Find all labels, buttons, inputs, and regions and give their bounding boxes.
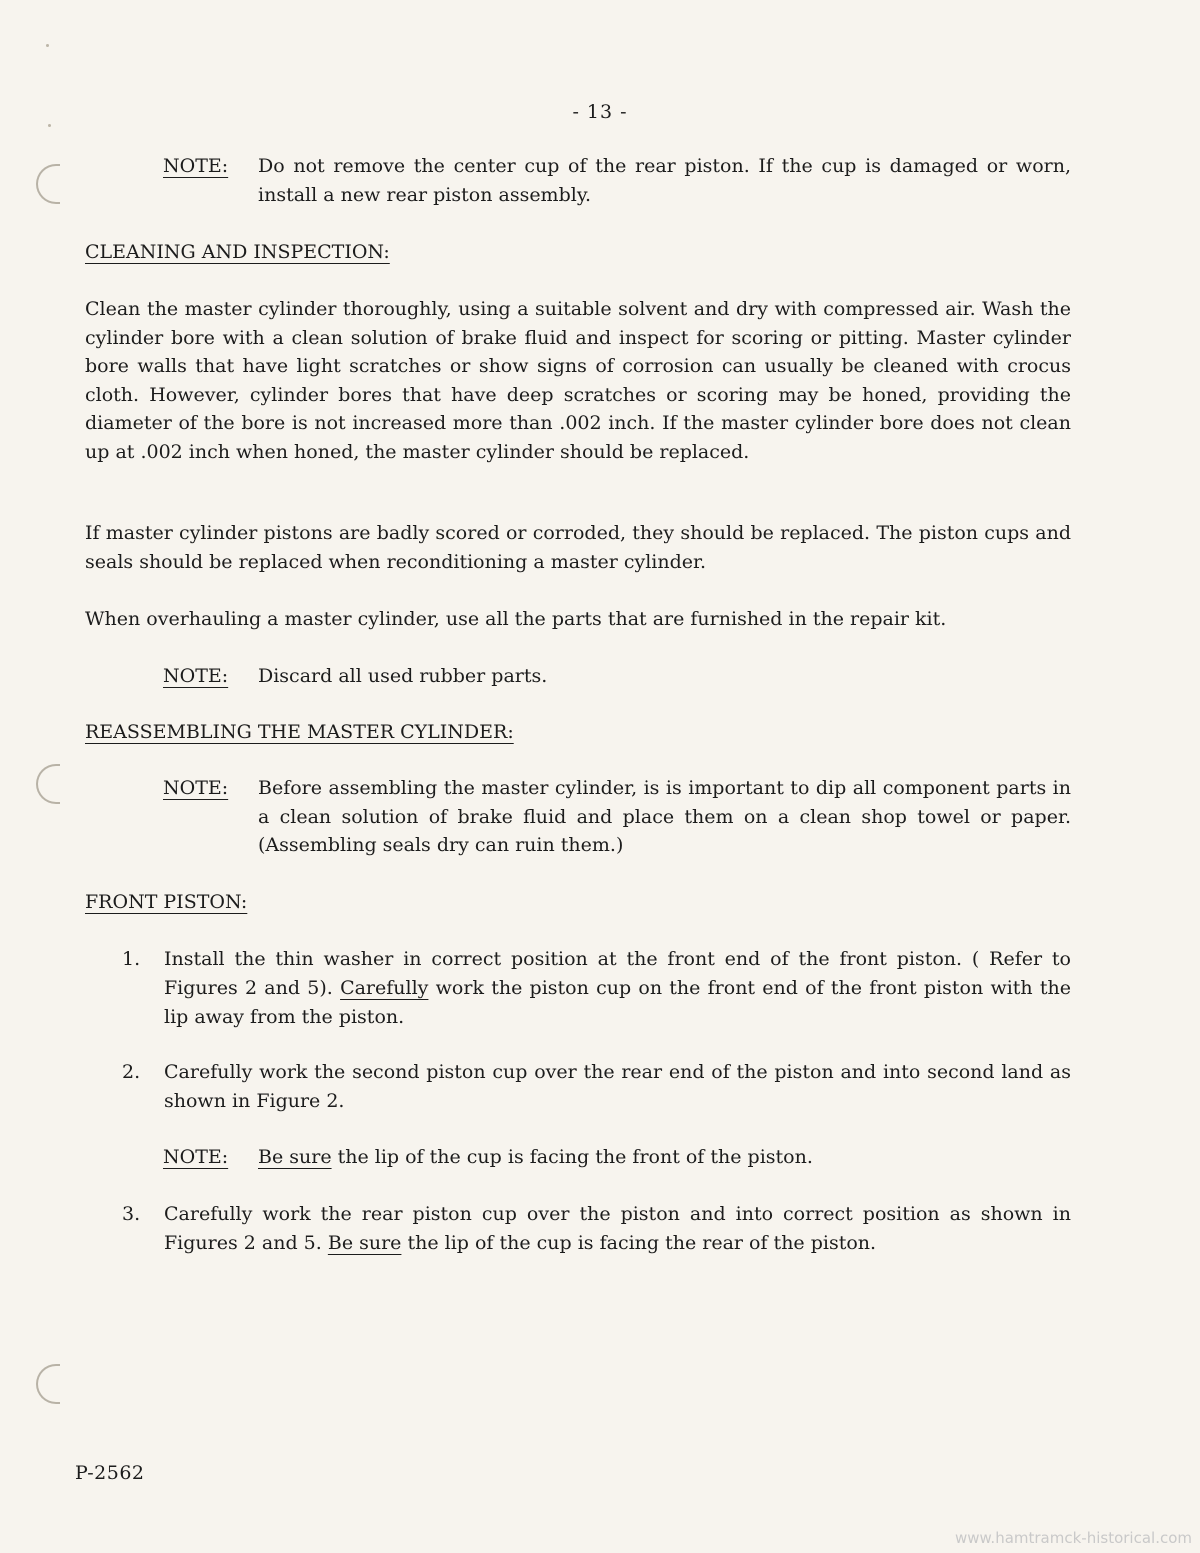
scan-speck bbox=[48, 124, 51, 127]
cleaning-paragraph-1: Clean the master cylinder thoroughly, using a suitable solvent and dry with compressed air. Wash the cylinder bore with a clean solution of brake fluid and inspect for scoring or pitting. Master cylinder bore walls that have light scratches or show signs of corrosion can usually be cleaned with crocus cloth. However, cylinder bores that have deep scratches or scoring may be honed, providing the diameter of the bore is not increased more than .002 inch. If the master cylinder bore does not clean up at .002 inch when honed, the master cylinder should be replaced. bbox=[85, 298, 1071, 463]
note-text: Before assembling the master cylinder, is is important to dip all component parts in a clean solution of brake fluid and place them on a clean shop towel or paper. (Assembling seals dry can ruin them.) bbox=[258, 777, 1071, 856]
emphasis-be-sure: Be sure bbox=[327, 1232, 402, 1254]
note-text: Do not remove the center cup of the rear piston. If the cup is damaged or worn, install a new rear piston assembly. bbox=[258, 155, 1071, 206]
page-number: - 13 - bbox=[572, 101, 628, 123]
step-text bbox=[164, 1200, 1071, 1258]
step-number: 2. bbox=[122, 1061, 141, 1083]
document-code: P-2562 bbox=[75, 1462, 145, 1484]
step-number: 1. bbox=[122, 948, 141, 970]
note-label: NOTE: bbox=[163, 777, 229, 799]
section-heading-reassembling: REASSEMBLING THE MASTER CYLINDER: bbox=[85, 721, 514, 743]
section-heading-front-piston: FRONT PISTON: bbox=[85, 891, 248, 913]
note-label: NOTE: bbox=[163, 155, 229, 177]
section-heading-cleaning: CLEANING AND INSPECTION: bbox=[85, 241, 390, 263]
step-number: 3. bbox=[122, 1203, 141, 1225]
step-text-part: work the piston cup on the front end of the front piston with the lip away from the piston. bbox=[164, 977, 1072, 1028]
scan-speck bbox=[46, 44, 49, 47]
binder-hole-mark bbox=[36, 1364, 60, 1404]
cleaning-paragraph-3: When overhauling a master cylinder, use all the parts that are furnished in the repair kit. bbox=[85, 608, 947, 630]
step-text-part: the lip of the cup is facing the rear of the piston. bbox=[407, 1232, 877, 1254]
emphasis-carefully: Carefully bbox=[340, 977, 429, 999]
note-text-part: the lip of the cup is facing the front of the piston. bbox=[337, 1146, 813, 1168]
step-text: Carefully work the second piston cup over the rear end of the piston and into second land as shown in Figure 2. bbox=[164, 1061, 1071, 1112]
note-label: NOTE: bbox=[163, 665, 229, 687]
source-watermark: www.hamtramck-historical.com bbox=[955, 1529, 1192, 1547]
binder-hole-mark bbox=[36, 764, 60, 804]
step-text-part: Carefully work the rear piston cup over the piston and into correct position as shown in Figures 2 and 5. bbox=[164, 1203, 1071, 1254]
step-text bbox=[164, 945, 1071, 1032]
cleaning-paragraph-2: If master cylinder pistons are badly scored or corroded, they should be replaced. The piston cups and seals should be replaced when reconditioning a master cylinder. bbox=[85, 522, 1071, 573]
note-text bbox=[258, 1143, 1071, 1172]
step-text-part: Install the thin washer in correct position at the front end of the front piston. ( Refer to Figures 2 and 5). bbox=[164, 948, 1071, 999]
note-text: Discard all used rubber parts. bbox=[258, 665, 548, 687]
note-label: NOTE: bbox=[163, 1146, 229, 1168]
emphasis-be-sure: Be sure bbox=[258, 1146, 332, 1168]
binder-hole-mark bbox=[36, 164, 60, 204]
